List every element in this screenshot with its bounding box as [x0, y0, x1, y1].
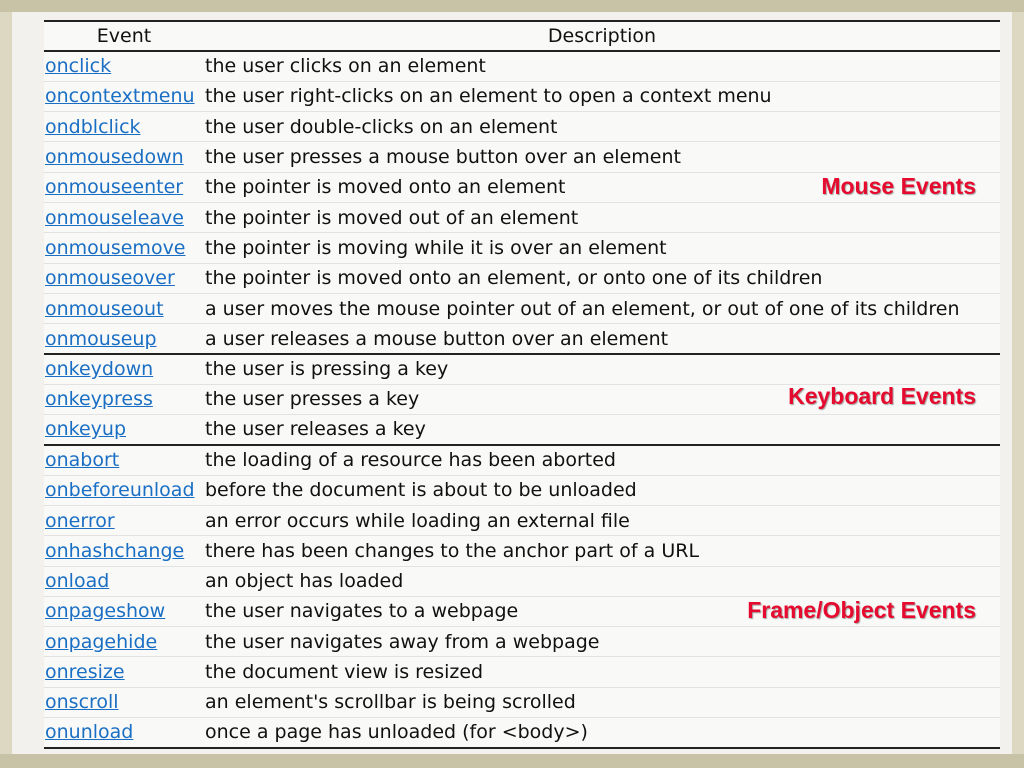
event-link[interactable]: onload [44, 566, 204, 596]
event-description: a user moves the mouse pointer out of an element, or out of one of its children [204, 293, 1000, 323]
event-link[interactable]: onscroll [44, 687, 204, 717]
table-row [44, 233, 1000, 263]
event-description: the pointer is moved out of an element [204, 202, 1000, 232]
event-description: there has been changes to the anchor part of a URL [204, 536, 1000, 566]
event-link[interactable]: onclick [44, 51, 204, 81]
event-description: the user releases a key [204, 415, 1000, 445]
table-row [44, 536, 1000, 566]
mouse-events-label: Mouse Events [821, 173, 976, 199]
event-link[interactable]: onhashchange [44, 536, 204, 566]
event-description: the user navigates to a webpage [204, 596, 1000, 626]
table-header-row [44, 21, 1000, 51]
table-row [44, 81, 1000, 111]
event-link[interactable]: onbeforeunload [44, 475, 204, 505]
event-link[interactable]: onkeypress [44, 384, 204, 414]
event-link[interactable]: ondblclick [44, 112, 204, 142]
event-description: the document view is resized [204, 657, 1000, 687]
event-link[interactable]: onabort [44, 445, 204, 475]
event-description: the user navigates away from a webpage [204, 627, 1000, 657]
frame-object-events-label: Frame/Object Events [747, 597, 976, 623]
event-link[interactable]: onpagehide [44, 627, 204, 657]
table-row [44, 354, 1000, 384]
event-description: the user presses a key [204, 384, 1000, 414]
event-link[interactable]: onmouseup [44, 324, 204, 354]
event-description: an element's scrollbar is being scrolled [204, 687, 1000, 717]
table-row [44, 627, 1000, 657]
event-description: an error occurs while loading an external file [204, 505, 1000, 535]
event-link[interactable]: oncontextmenu [44, 81, 204, 111]
event-link[interactable]: onmouseenter [44, 172, 204, 202]
event-description: a user releases a mouse button over an element [204, 324, 1000, 354]
event-description: an object has loaded [204, 566, 1000, 596]
table-row [44, 51, 1000, 81]
table-row [44, 687, 1000, 717]
event-description: the user presses a mouse button over an element [204, 142, 1000, 172]
event-description: the user right-clicks on an element to open a context menu [204, 81, 1000, 111]
event-link[interactable]: onunload [44, 718, 204, 748]
table-row [44, 505, 1000, 535]
event-link[interactable]: onresize [44, 657, 204, 687]
header-event: Event [44, 21, 204, 51]
event-description: the pointer is moving while it is over an element [204, 233, 1000, 263]
keyboard-events-label: Keyboard Events [788, 383, 976, 409]
event-link[interactable]: onmousemove [44, 233, 204, 263]
top-decorative-band [0, 0, 1024, 12]
event-link[interactable]: onkeyup [44, 415, 204, 445]
event-description: the pointer is moved onto an element, or onto one of its children [204, 263, 1000, 293]
table-row [44, 475, 1000, 505]
event-link[interactable]: onpageshow [44, 596, 204, 626]
table-row [44, 293, 1000, 323]
event-link[interactable]: onmouseleave [44, 202, 204, 232]
table-row [44, 202, 1000, 232]
table-row [44, 324, 1000, 354]
table-row [44, 445, 1000, 475]
bottom-decorative-band [0, 754, 1024, 768]
table-row [44, 112, 1000, 142]
event-description: the loading of a resource has been aborted [204, 445, 1000, 475]
table-row [44, 566, 1000, 596]
event-link[interactable]: onkeydown [44, 354, 204, 384]
table-row [44, 657, 1000, 687]
event-description: the user is pressing a key [204, 354, 1000, 384]
event-description: once a page has unloaded (for <body>) [204, 718, 1000, 748]
event-link[interactable]: onmouseout [44, 293, 204, 323]
event-link[interactable]: onerror [44, 505, 204, 535]
table-row [44, 415, 1000, 445]
event-link[interactable]: onmousedown [44, 142, 204, 172]
header-description: Description [204, 21, 1000, 51]
event-link[interactable]: onmouseover [44, 263, 204, 293]
table-row [44, 142, 1000, 172]
table-row [44, 263, 1000, 293]
event-description: the pointer is moved onto an element [204, 172, 1000, 202]
event-description: the user clicks on an element [204, 51, 1000, 81]
event-description: before the document is about to be unloaded [204, 475, 1000, 505]
table-row [44, 718, 1000, 748]
event-description: the user double-clicks on an element [204, 112, 1000, 142]
